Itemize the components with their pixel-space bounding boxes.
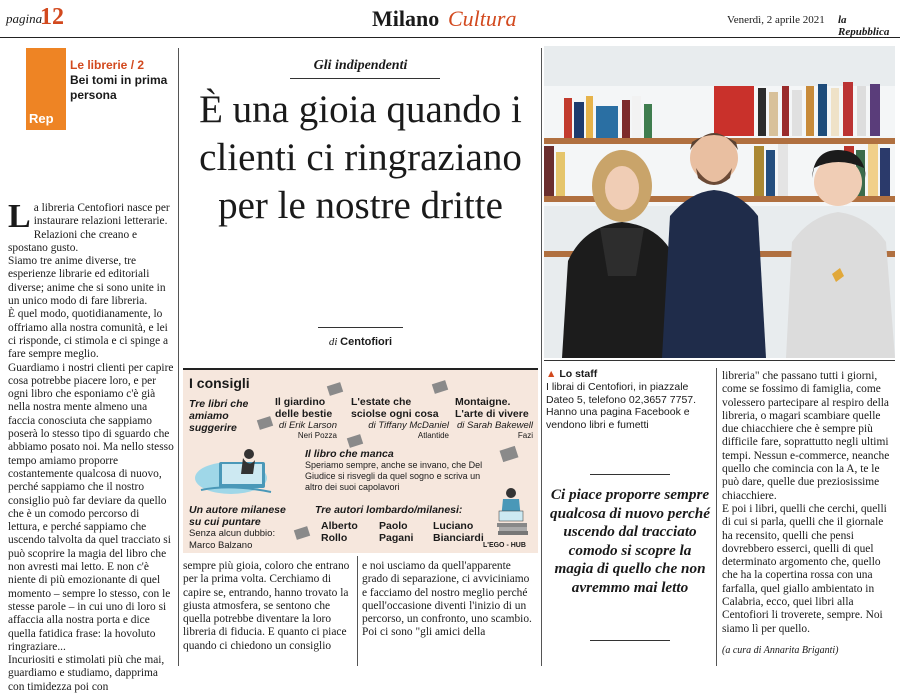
paragraph: Poi ci sono "gli amici della [362, 626, 486, 639]
book-item [275, 396, 337, 441]
book-icon [500, 446, 519, 462]
byline-prefix: di [328, 336, 338, 348]
page-header [0, 0, 900, 38]
reader-illustration [493, 485, 533, 543]
book-publisher: Fazi [517, 431, 533, 440]
section-topic: Cultura [448, 6, 517, 31]
book-title: Montaigne. L'arte di vivere [455, 396, 529, 420]
pull-quote: Ci piace proporre sempre qualcosa di nuovo perché uscendo dal tracciato comodo si scopre la magia di quello che non avremmo mai letto [550, 486, 710, 596]
book-author: di Erik Larson [278, 420, 337, 431]
article-column-2 [183, 560, 353, 666]
kicker-rule [290, 78, 440, 79]
paragraph: Siamo tre anime diverse, tre esperienze librarie ed editoriali diverse; anime che si sono unite in un unico modo di fare libreria. [8, 255, 166, 308]
rep-logo-text: Rep [29, 111, 54, 126]
book-publisher: Atlantide [417, 431, 449, 440]
book-icon [432, 380, 448, 394]
book-title: Il giardino delle bestie [275, 396, 333, 420]
manca-text: Speriamo sempre, anche se invano, che Del Giudice si risvegli da quel sogno e scriva un altro dei suoi capolavori [305, 460, 483, 492]
book-author: di Tiffany McDaniel [368, 420, 449, 431]
book-author: di Sarah Bakewell [456, 420, 533, 431]
quote-rule [590, 640, 670, 641]
lombardi-title: Tre autori lombardo/milanesi: [315, 504, 463, 516]
consigli-title: I consigli [189, 375, 250, 391]
column-divider [541, 48, 542, 666]
autore-milanese [189, 504, 299, 552]
column-divider [178, 48, 179, 666]
consigli-box [183, 368, 538, 553]
autore-text: Senza alcun dubbio: Marco Balzano [189, 528, 276, 551]
article-kicker: Gli indipendenti [313, 58, 408, 73]
bookshelf-photo [544, 46, 895, 358]
headline: È una gioia quando i clienti ci ringraziano per le nostre dritte [199, 88, 522, 227]
section-city: Milano [372, 6, 440, 31]
photo-caption: I librai di Centofiori, in piazzale Dateo 5, telefono 02,3657 7757. Hanno una pagina Facebook e vendono libri e fumetti [546, 381, 697, 431]
article-column-3 [362, 560, 534, 666]
paragraph: a libreria Centofiori nasce per instaurare relazioni letterarie. Relazioni che creano e spostano gusto. [8, 202, 170, 254]
caption-head [546, 368, 597, 380]
page-number: 12 [40, 4, 64, 30]
book-title: L'estate che sciolse ogni cosa [351, 396, 439, 420]
quote-rule [590, 474, 670, 475]
paragraph: È quel modo, quotidianamente, lo offriamo alla nostra comunità, e lei ci risponde, ci stimola e ci spinge a fare sempre meglio. [8, 308, 169, 361]
article-column-1 [8, 198, 174, 693]
byline-name: Centofiori [340, 336, 393, 348]
autore-title: Un autore milanese su cui puntare [189, 504, 286, 528]
paragraph: e noi usciamo da quell'apparente grado di separazione, ci avviciniamo e facciamo del nostro meglio perché quell'occasione diventi l'inizio di un percorso, un confronto, uno scambio. [362, 560, 532, 626]
libro-manca [305, 448, 495, 493]
lombardi-author: Luciano Bianciardi [433, 520, 484, 544]
autori-lombardi [315, 504, 490, 516]
paragraph: sempre più gioia, coloro che entrano per la prima volta. Cerchiamo di capire se, entrando, hanno trovato la giusta atmosfera, se sentono che quella potrebbe diventare la loro libreria di fiducia. E quanto ci piace quando ci chiedono un consiglio [183, 560, 350, 652]
ego-hub-logo: L'EGO - HUB [483, 542, 526, 549]
column-divider [716, 368, 717, 666]
book-item [455, 396, 533, 441]
paragraph: Guardiamo i nostri clienti per capire cosa potrebbe piacere loro, e per ogni libro che esponiamo c'è già nella nostra mente almeno una faccia conosciuta che sappiamo poserà lo stesso tipo di sguardo che abbiamo posato noi. Ma nello stesso tempo amiamo proporre costantemente qualcosa di nuovo, perché sappiamo che il nostro consiglio può far deviare da quello che è un comodo percorso di lettura, e perché sappiamo che uscendo talvolta da quel tracciato si può scoprire la magia del libro che non avresti mai letto. E non c'è niente di più emozionante di quel momento – sempre lo stesso, con le stesse parole – in cui uno di loro si affaccia alla nostra porta e dice quella fatidica frase: la hovoluto ringraziare... [8, 361, 174, 653]
caption-title: Lo staff [559, 368, 598, 380]
paragraph: libreria" che passano tutti i giorni, come se fossimo di famiglia, come volessero partecipare al respiro della libreria, o magari scambiare quelle due chiacchiere che è sempre più difficile fare, soprattutto negli ultimi tempi. Nessun e-commerce, neanche quello che comincia con la A, te le può dare, quelle due preziosissime chiacchiere. [722, 370, 890, 502]
book-item [351, 396, 449, 441]
staff-photo [544, 46, 895, 358]
series-subtitle: Bei tomi in prima persona [70, 73, 168, 102]
reader-illustration [191, 440, 289, 498]
newspaper-name: la Repubblica [838, 14, 890, 38]
byline-rule [318, 327, 403, 328]
page-label: pagina [6, 11, 43, 26]
rep-logo [26, 48, 66, 130]
author-credit: (a cura di Annarita Briganti) [722, 645, 839, 656]
book-publisher: Neri Pozza [297, 431, 337, 440]
column-divider [357, 556, 358, 666]
photo-rule [544, 360, 895, 361]
dropcap: L [8, 198, 31, 235]
manca-title: Il libro che manca [305, 448, 394, 460]
triangle-icon: ▲ [546, 368, 557, 380]
tre-libri-label: Tre libri che amiamo suggerire [189, 398, 249, 434]
issue-date: Venerdì, 2 aprile 2021 [727, 14, 825, 26]
lombardi-author: Paolo Pagani [379, 520, 414, 544]
paragraph: E poi i libri, quelli che cerchi, quelli di cui si parla, quelli che il giornale ha recensito, quelli che pensi dovrebbero esserci, quelli di quel determinato argomento che, quello che ha la copertina rossa con una farfalla, quel giallo ambientato in Calabria, ecco, quei libri alla Centofiori li troverete, sempre. Noi siamo lì per quello. [722, 502, 887, 635]
article-column-4 [722, 370, 894, 638]
book-icon [327, 382, 343, 396]
paragraph: Incuriositi e stimolati più che mai, guardiamo e studiamo, dapprima con timidezza poi con [8, 654, 165, 693]
lombardi-author: Alberto Rollo [321, 520, 358, 544]
byline [183, 336, 538, 348]
series-kicker: Le librerie / 2 [70, 58, 145, 72]
